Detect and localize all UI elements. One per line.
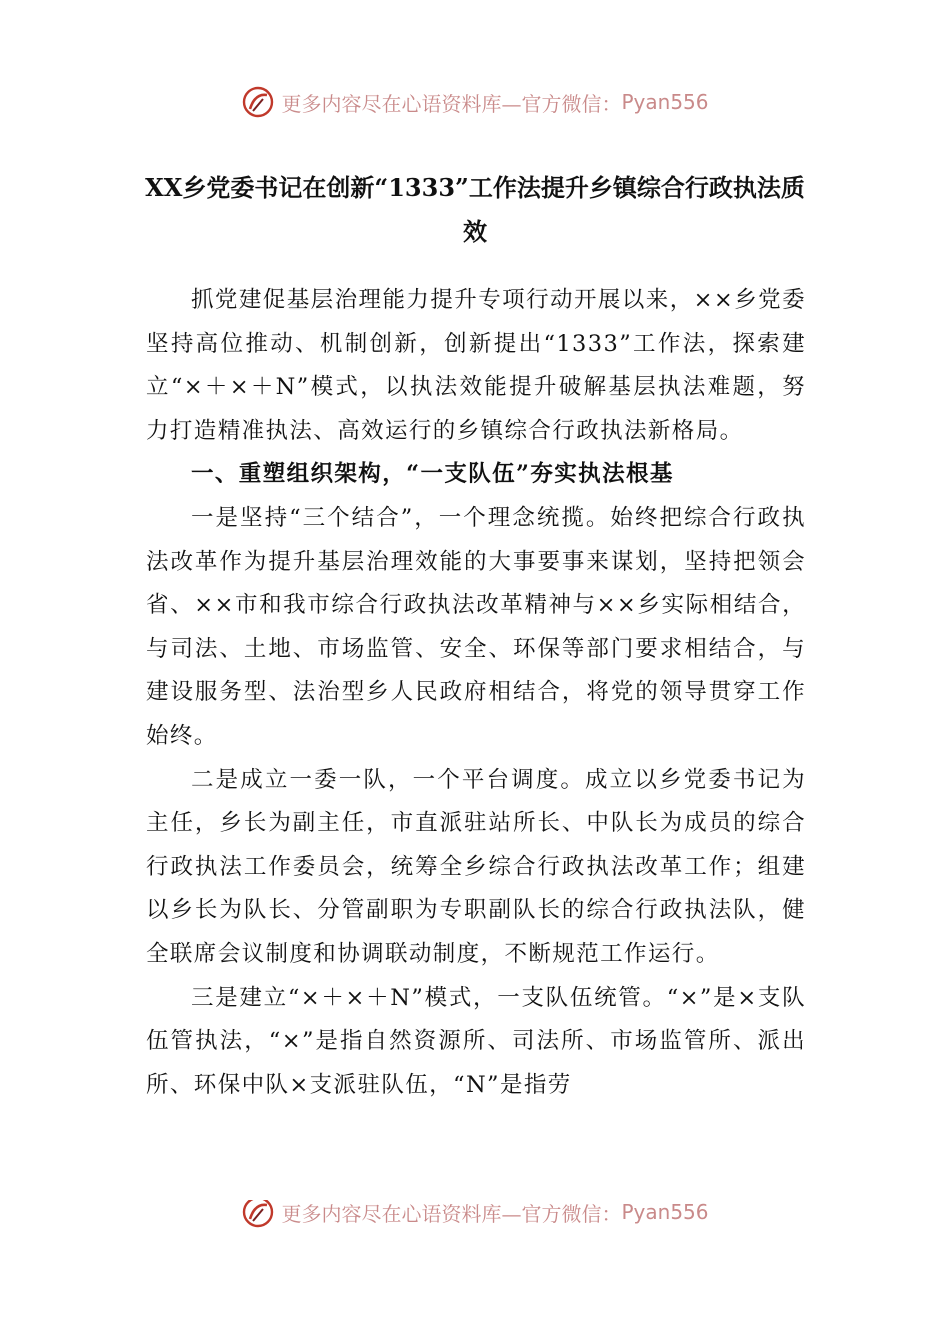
watermark-wechat-id: Pyan556 xyxy=(621,90,709,114)
watermark-text: 更多内容尽在心语资料库—官方微信： xyxy=(281,91,622,116)
intro-paragraph: 抓党建促基层治理能力提升专项行动开展以来，××乡党委坚持高位推动、机制创新，创新提出“1333”工作法，探索建立“×＋×＋N”模式，以执法效能提升破解基层执法难题，努力打造精准执法、高效运行的乡镇综合行政执法新格局。 xyxy=(146,287,806,444)
logo-icon-footer xyxy=(241,1200,275,1229)
watermark-header xyxy=(0,80,950,124)
document-title: XX乡党委书记在创新“1333”工作法提升乡镇综合行政执法质效 xyxy=(145,173,805,246)
watermark-wechat-id-footer: Pyan556 xyxy=(621,1200,709,1224)
watermark-footer xyxy=(0,1200,950,1240)
document-body xyxy=(146,279,806,1107)
paragraph-3: 三是建立“×＋×＋N”模式，一支队伍统管。“×”是×支队伍管执法，“×”是指自然资源所、司法所、市场监管所、派出所、环保中队×支派驻队伍，“N”是指劳 xyxy=(146,984,806,1098)
logo-icon xyxy=(241,85,275,119)
paragraph-1: 一是坚持“三个结合”，一个理念统揽。始终把综合行政执法改革作为提升基层治理效能的大事要事来谋划，坚持把领会省、××市和我市综合行政执法改革精神与××乡实际相结合，与司法、土地、市场监管、安全、环保等部门要求相结合，与建设服务型、法治型乡人民政府相结合，将党的领导贯穿工作始终。 xyxy=(146,504,806,749)
watermark-text-footer: 更多内容尽在心语资料库—官方微信： xyxy=(281,1201,622,1226)
paragraph-2: 二是成立一委一队，一个平台调度。成立以乡党委书记为主任，乡长为副主任，市直派驻站所长、中队长为成员的综合行政执法工作委员会，统筹全乡综合行政执法改革工作；组建以乡长为队长、分管副职为专职副队长的综合行政执法队，健全联席会议制度和协调联动制度，不断规范工作运行。 xyxy=(146,766,806,967)
section-heading: 一、重塑组织架构，“一支队伍”夯实执法根基 xyxy=(191,461,674,488)
